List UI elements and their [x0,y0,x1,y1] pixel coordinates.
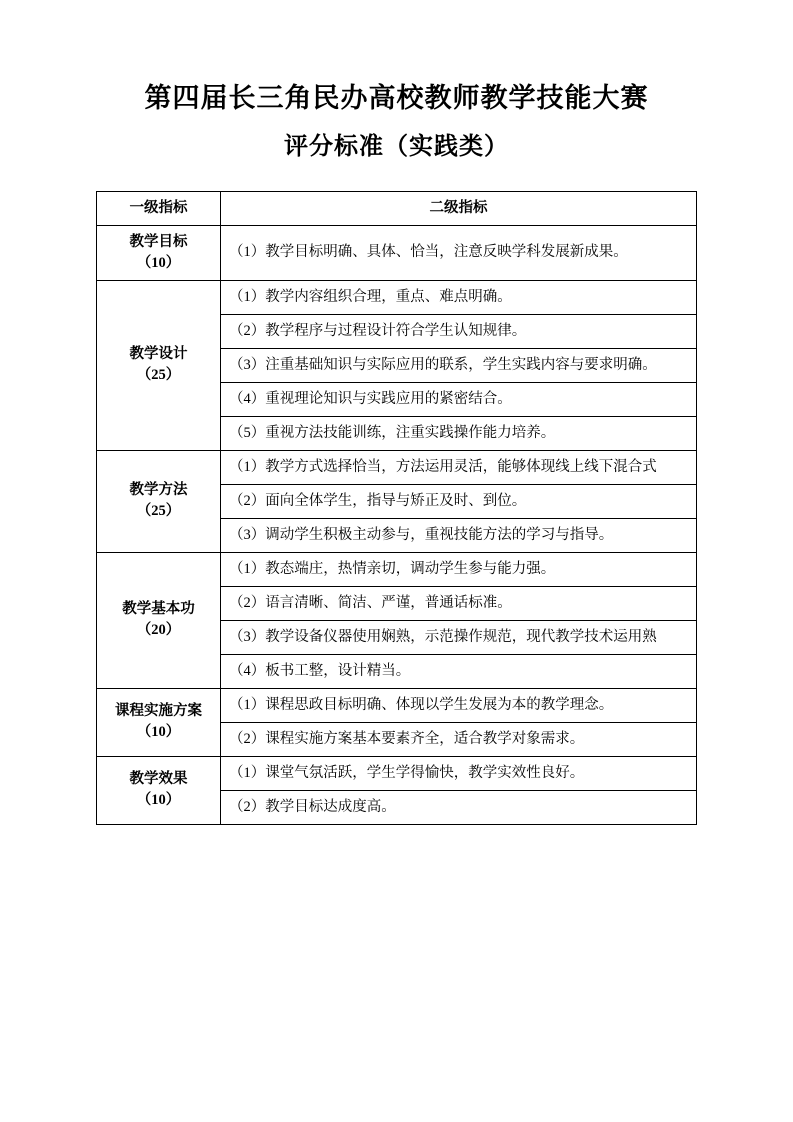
criteria-item-cell: （1）课程思政目标明确、体现以学生发展为本的教学理念。 [221,688,697,722]
criteria-category-name: 教学基本功 [122,601,195,618]
table-row [97,450,697,484]
criteria-item-cell: （1）教学目标明确、具体、恰当，注意反映学科发展新成果。 [221,225,697,280]
criteria-item-cell: （1）教学内容组织合理，重点、难点明确。 [221,280,697,314]
criteria-item-cell: （4）板书工整，设计精当。 [221,654,697,688]
criteria-item-cell: （3）教学设备仪器使用娴熟，示范操作规范，现代教学技术运用熟 [221,620,697,654]
criteria-category-name: 教学效果 [129,771,188,788]
criteria-category-name: 教学目标 [129,233,188,250]
criteria-item-cell: （5）重视方法技能训练，注重实践操作能力培养。 [221,416,697,450]
column-header-second-level: 二级指标 [221,191,697,225]
criteria-category-name: 课程实施方案 [115,703,202,720]
criteria-category-score: （10） [136,724,181,741]
table-row [97,688,697,722]
criteria-category-cell [97,280,221,450]
criteria-category-score: （10） [136,792,181,809]
criteria-item-cell: （4）重视理论知识与实践应用的紧密结合。 [221,382,697,416]
criteria-item-cell: （2）语言清晰、简洁、严谨，普通话标准。 [221,586,697,620]
table-header-row [97,191,697,225]
criteria-category-cell [97,688,221,756]
table-row [97,552,697,586]
criteria-category-score: （10） [136,254,181,271]
scoring-criteria-table [96,191,697,825]
criteria-category-cell [97,450,221,552]
criteria-category-cell [97,552,221,688]
criteria-item-cell: （1）教学方式选择恰当，方法运用灵活，能够体现线上线下混合式 [221,450,697,484]
criteria-category-cell [97,756,221,824]
table-row [97,225,697,280]
criteria-item-cell: （1）教态端庄，热情亲切，调动学生参与能力强。 [221,552,697,586]
criteria-category-cell [97,225,221,280]
criteria-item-cell: （2）课程实施方案基本要素齐全，适合教学对象需求。 [221,722,697,756]
criteria-category-score: （20） [136,622,181,639]
criteria-category-name: 教学方法 [129,482,188,499]
criteria-category-score: （25） [136,367,181,384]
column-header-first-level: 一级指标 [97,191,221,225]
table-row [97,756,697,790]
criteria-item-cell: （1）课堂气氛活跃，学生学得愉快，教学实效性良好。 [221,756,697,790]
criteria-item-cell: （3）注重基础知识与实际应用的联系，学生实践内容与要求明确。 [221,348,697,382]
criteria-item-cell: （2）教学目标达成度高。 [221,790,697,824]
criteria-item-cell: （3）调动学生积极主动参与，重视技能方法的学习与指导。 [221,518,697,552]
criteria-item-cell: （2）面向全体学生，指导与矫正及时、到位。 [221,484,697,518]
criteria-item-cell: （2）教学程序与过程设计符合学生认知规律。 [221,314,697,348]
table-row [97,280,697,314]
criteria-category-name: 教学设计 [129,346,188,363]
page-subtitle: 评分标准（实践类） [284,133,509,160]
page-title: 第四届长三角民办高校教师教学技能大赛 [144,83,649,113]
criteria-category-score: （25） [136,503,181,520]
